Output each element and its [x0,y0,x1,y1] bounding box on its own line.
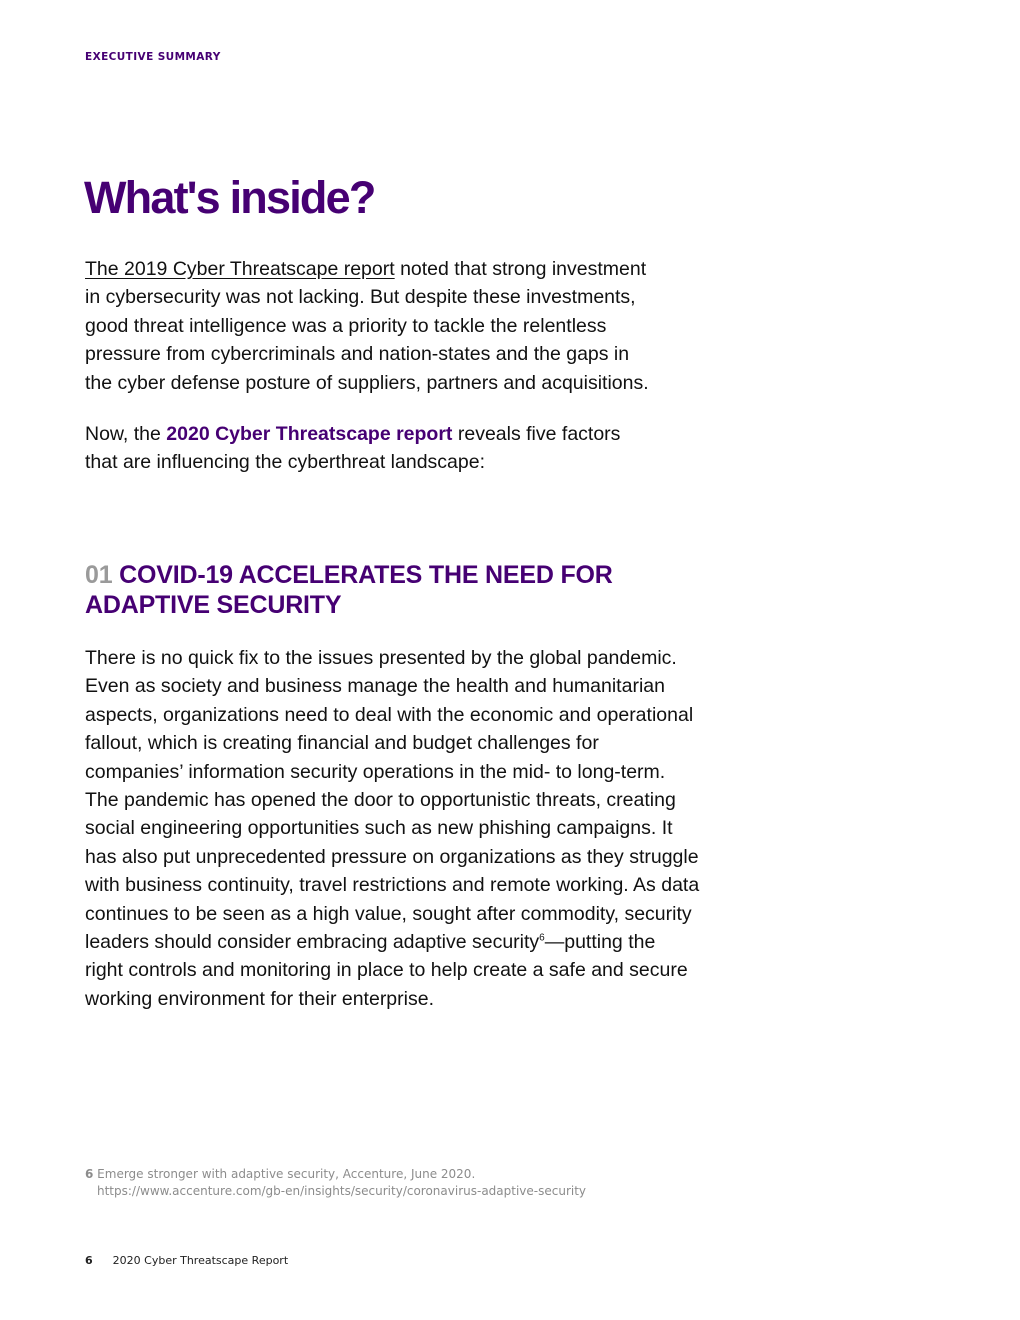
body-line: Even as society and business manage the health and humanitarian [85,675,665,698]
intro-line-1-rest: noted that strong investment [394,258,647,280]
page-number: 6 [85,1254,93,1267]
body-line: working environment for their enterprise. [85,987,434,1010]
footnote-line-1 [85,1166,586,1183]
factors-prefix: Now, the [85,423,167,445]
intro-line-5: the cyber defense posture of suppliers, partners and acquisitions. [85,371,649,394]
page-footer [85,1254,288,1267]
body-line: right controls and monitoring in place to help create a safe and secure [85,959,688,982]
intro-line-4: pressure from cybercriminals and nation-states and the gaps in [85,343,630,366]
section-heading-line-1 [85,560,705,590]
body-line: social engineering opportunities such as new phishing campaigns. It [85,817,673,840]
body-line: companies’ information security operations in the mid- to long-term. [85,760,666,783]
body-line [85,928,775,956]
section-heading [85,560,705,620]
body-line: has also put unprecedented pressure on organizations as they struggle [85,845,699,868]
factors-line-2: that are influencing the cyberthreat landscape: [85,451,486,474]
section-body [85,644,775,1013]
factors-line-1-rest: reveals five factors [452,423,621,445]
section-number: 01 [85,561,113,589]
footnote-text: Emerge stronger with adaptive security, Accenture, June 2020. [93,1167,476,1181]
intro-paragraph [85,255,725,397]
factors-intro-paragraph [85,420,725,477]
body-line: fallout, which is creating financial and budget challenges for [85,732,599,755]
footnote-number: 6 [85,1167,94,1181]
body-line: continues to be seen as a high value, sought after commodity, security [85,902,692,925]
section-heading-text-1: COVID-19 ACCELERATES THE NEED FOR [112,561,613,589]
body-line: aspects, organizations need to deal with the economic and operational [85,703,694,726]
report-name: 2020 Cyber Threatscape Report [112,1254,289,1267]
report-2019-link[interactable]: The 2019 Cyber Threatscape report [85,258,395,280]
section-label: EXECUTIVE SUMMARY [85,51,221,63]
footnote [85,1166,586,1199]
page-title: What's inside? [84,172,375,223]
body-line-11-post: —putting the [544,931,656,954]
footnote-reference[interactable]: 6 [539,932,545,944]
body-line: There is no quick fix to the issues presented by the global pandemic. [85,647,677,669]
footnote-url[interactable]: https://www.accenture.com/gb-en/insights/security/coronavirus-adaptive-security [97,1183,587,1198]
report-2020-link[interactable]: 2020 Cyber Threatscape report [166,423,453,445]
body-line-11-pre: leaders should consider embracing adaptive security [85,931,540,954]
intro-line-2: in cybersecurity was not lacking. But despite these investments, [85,286,636,309]
body-line: The pandemic has opened the door to opportunistic threats, creating [85,789,676,812]
intro-line-3: good threat intelligence was a priority to tackle the relentless [85,314,607,337]
intro-line-1 [85,255,725,283]
body-line: with business continuity, travel restrictions and remote working. As data [85,874,700,897]
factors-line-1 [85,420,725,448]
section-heading-line-2: ADAPTIVE SECURITY [85,591,342,619]
